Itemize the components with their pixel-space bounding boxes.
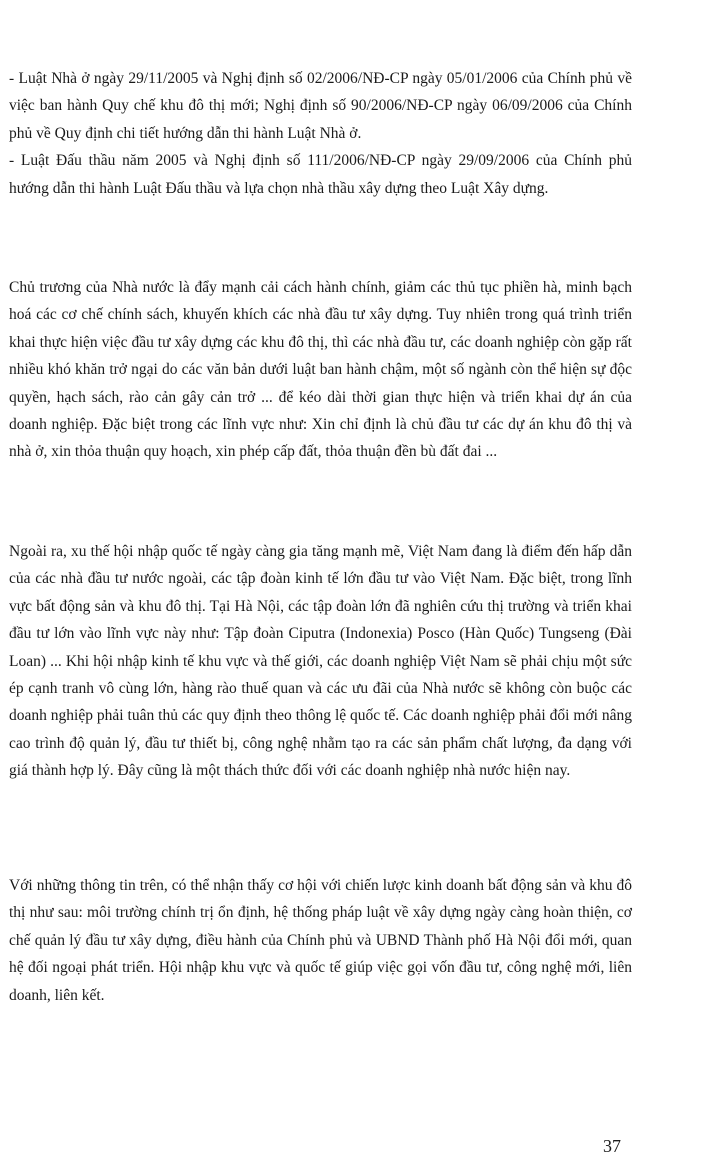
paragraph-opportunities bbox=[9, 872, 632, 1009]
law-item-housing: - Luật Nhà ở ngày 29/11/2005 và Nghị định số 02/2006/NĐ-CP ngày 05/01/2006 của Chính phủ về việc ban hành Quy chế khu đô thị mới; Nghị định số 90/2006/NĐ-CP ngày 06/09/2006 của Chính phủ về Quy định chi tiết hướng dẫn thi hành Luật Nhà ở. bbox=[9, 70, 632, 142]
law-list bbox=[9, 65, 632, 202]
paragraph-state-policy bbox=[9, 274, 632, 466]
law-item-bidding: - Luật Đấu thầu năm 2005 và Nghị định số 111/2006/NĐ-CP ngày 29/09/2006 của Chính phủ hướng dẫn thi hành Luật Đấu thầu và lựa chọn nhà thầu xây dựng theo Luật Xây dựng. bbox=[9, 152, 632, 197]
page-number: 37 bbox=[603, 1136, 621, 1156]
paragraph-text: Chủ trương của Nhà nước là đẩy mạnh cải cách hành chính, giảm các thủ tục phiền hà, minh bạch hoá các cơ chế chính sách, khuyến khích các nhà đầu tư xây dựng. Tuy nhiên trong quá trình triển khai thực hiện việc đầu tư xây dựng các khu đô thị, thì các nhà đầu tư, các doanh nghiệp còn gặp rất nhiều khó khăn trở ngại do các văn bản dưới luật ban hành chậm, một số ngành còn thể hiện sự độc quyền, hạch sách, rào cản gây cản trở ... để kéo dài thời gian thực hiện và triển khai dự án của doanh nghiệp. Đặc biệt trong các lĩnh vực như: Xin chỉ định là chủ đầu tư các dự án khu đô thị và nhà ở, xin thỏa thuận quy hoạch, xin phép cấp đất, thỏa thuận đền bù đất đai ... bbox=[9, 279, 632, 461]
paragraph-international-integration bbox=[9, 538, 632, 785]
paragraph-text: Với những thông tin trên, có thể nhận thấy cơ hội với chiến lược kinh doanh bất động sản và khu đô thị như sau: môi trường chính trị ổn định, hệ thống pháp luật về xây dựng ngày càng hoàn thiện, cơ chế quản lý đầu tư xây dựng, điều hành của Chính phủ và UBND Thành phố Hà Nội đổi mới, quan hệ đối ngoại phát triển. Hội nhập khu vực và quốc tế giúp việc gọi vốn đầu tư, công nghệ mới, liên doanh, liên kết. bbox=[9, 877, 632, 1004]
paragraph-text: Ngoài ra, xu thế hội nhập quốc tế ngày càng gia tăng mạnh mẽ, Việt Nam đang là điểm đến hấp dẫn của các nhà đầu tư nước ngoài, các tập đoàn kinh tế lớn đầu tư vào Việt Nam. Đặc biệt, trong lĩnh vực bất động sản và khu đô thị. Tại Hà Nội, các tập đoàn lớn đã nghiên cứu thị trường và triển khai đầu tư lớn vào lĩnh vực này như: Tập đoàn Ciputra (Indonexia) Posco (Hàn Quốc) Tungseng (Đài Loan) ... Khi hội nhập kinh tế khu vực và thế giới, các doanh nghiệp Việt Nam sẽ phải chịu một sức ép cạnh tranh vô cùng lớn, hàng rào thuế quan và các ưu đãi của Nhà nước sẽ không còn buộc các doanh nghiệp phải tuân thủ các quy định theo thông lệ quốc tế. Các doanh nghiệp phải đổi mới nâng cao trình độ quản lý, đầu tư thiết bị, công nghệ nhằm tạo ra các sản phẩm chất lượng, đa dạng với giá thành hợp lý. Đây cũng là một thách thức đối với các doanh nghiệp nhà nước hiện nay. bbox=[9, 543, 632, 780]
